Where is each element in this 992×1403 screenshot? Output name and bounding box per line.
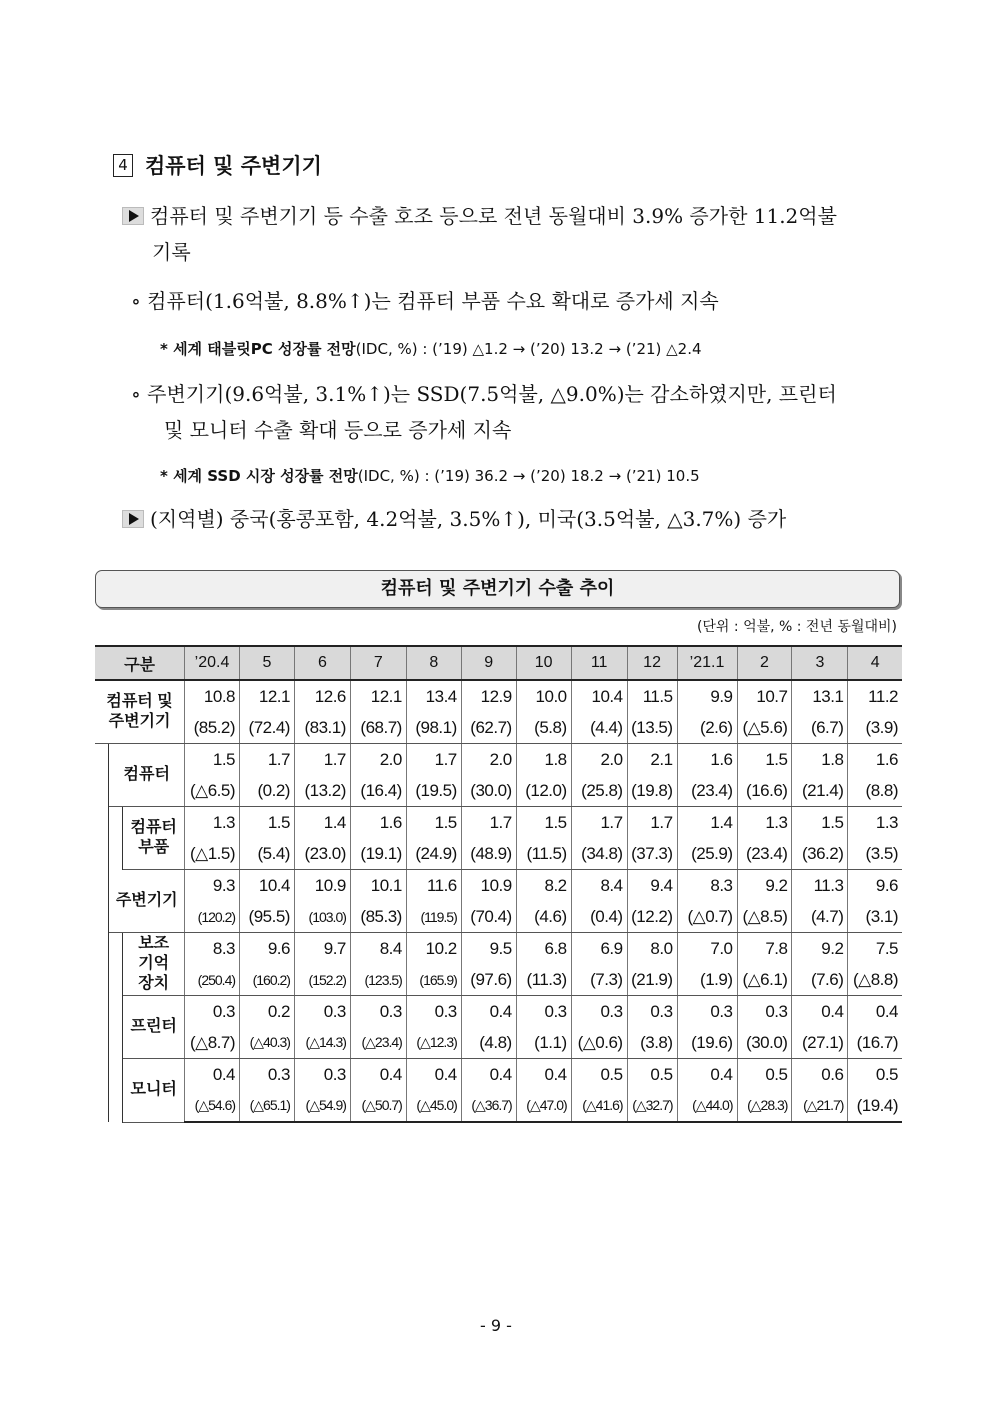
change-cell: (△28.3)	[737, 1090, 792, 1122]
change-cell: (4.7)	[792, 901, 848, 933]
value-cell: 11.5	[627, 680, 677, 712]
change-cell: (△47.0)	[516, 1090, 571, 1122]
value-cell: 10.2	[406, 933, 461, 965]
note-tablet-label: * 세계 태블릿PC 성장률 전망	[160, 340, 356, 358]
value-cell: 9.2	[737, 870, 792, 902]
change-cell: (△8.5)	[737, 901, 792, 933]
value-cell: 13.1	[792, 680, 848, 712]
value-cell: 1.5	[737, 744, 792, 776]
change-cell: (16.7)	[848, 1027, 902, 1059]
change-cell: (△6.5)	[185, 775, 240, 807]
note-ssd-values: (IDC, %) : (’19) 36.2 → (’20) 18.2 → (’21) 10.5	[357, 467, 700, 485]
value-cell: 1.7	[571, 807, 627, 839]
value-cell: 9.4	[627, 870, 677, 902]
change-cell: (97.6)	[461, 964, 516, 996]
value-cell: 1.4	[677, 807, 737, 839]
change-cell: (16.6)	[737, 775, 792, 807]
change-cell: (95.5)	[240, 901, 295, 933]
header-month: 5	[240, 646, 295, 680]
export-trend-table	[95, 645, 902, 1123]
change-cell: (160.2)	[240, 964, 295, 996]
row-label: 컴퓨터	[109, 744, 185, 807]
value-cell: 0.3	[737, 996, 792, 1028]
change-cell: (123.5)	[350, 964, 406, 996]
value-cell: 1.5	[516, 807, 571, 839]
change-cell: (62.7)	[461, 712, 516, 744]
sub-item-computer: ∘ 컴퓨터(1.6억불, 8.8%↑)는 컴퓨터 부품 수요 확대로 증가세 지속	[131, 289, 719, 313]
change-cell: (△14.3)	[294, 1027, 350, 1059]
change-cell: (△21.7)	[792, 1090, 848, 1122]
value-cell: 0.5	[627, 1059, 677, 1091]
section-heading	[113, 150, 322, 180]
bullet-1-text: 컴퓨터 및 주변기기 등 수출 호조 등으로 전년 동월대비 3.9% 증가한 11.2억불	[150, 204, 837, 228]
value-cell: 12.9	[461, 680, 516, 712]
change-cell: (34.8)	[571, 838, 627, 870]
change-cell: (△44.0)	[677, 1090, 737, 1122]
header-month: 7	[350, 646, 406, 680]
change-cell: (21.4)	[792, 775, 848, 807]
change-cell: (3.8)	[627, 1027, 677, 1059]
change-cell: (△54.9)	[294, 1090, 350, 1122]
value-cell: 0.3	[294, 1059, 350, 1091]
indent-spacer	[109, 807, 123, 870]
value-cell: 8.0	[627, 933, 677, 965]
change-cell: (1.9)	[677, 964, 737, 996]
change-cell: (△40.3)	[240, 1027, 295, 1059]
value-cell: 9.6	[240, 933, 295, 965]
change-cell: (11.5)	[516, 838, 571, 870]
value-cell: 0.3	[627, 996, 677, 1028]
bullet-1-continued: 기록	[152, 240, 191, 264]
change-cell: (12.2)	[627, 901, 677, 933]
change-cell: (1.1)	[516, 1027, 571, 1059]
change-cell: (103.0)	[294, 901, 350, 933]
value-cell: 1.7	[240, 744, 295, 776]
value-cell: 6.9	[571, 933, 627, 965]
note-tablet-values: (IDC, %) : (’19) △1.2 → (’20) 13.2 → (’21) △2.4	[355, 340, 702, 358]
change-cell: (4.6)	[516, 901, 571, 933]
value-cell: 0.3	[571, 996, 627, 1028]
value-cell: 12.1	[240, 680, 295, 712]
change-cell: (11.3)	[516, 964, 571, 996]
value-cell: 2.0	[461, 744, 516, 776]
row-label: 컴퓨터 부품	[123, 807, 185, 870]
change-cell: (25.9)	[677, 838, 737, 870]
change-cell: (5.4)	[240, 838, 295, 870]
change-cell: (△50.7)	[350, 1090, 406, 1122]
value-cell: 0.3	[516, 996, 571, 1028]
change-cell: (0.4)	[571, 901, 627, 933]
table-header-row	[95, 646, 902, 680]
value-cell: 8.2	[516, 870, 571, 902]
value-cell: 0.4	[677, 1059, 737, 1091]
bullet-arrow-icon	[122, 510, 144, 528]
value-cell: 0.3	[677, 996, 737, 1028]
change-cell: (13.5)	[627, 712, 677, 744]
bullet-2	[122, 501, 786, 537]
value-cell: 9.9	[677, 680, 737, 712]
change-cell: (120.2)	[185, 901, 240, 933]
change-cell: (△8.8)	[848, 964, 902, 996]
value-cell: 10.0	[516, 680, 571, 712]
bullet-2-text: (지역별) 중국(홍콩포함, 4.2억불, 3.5%↑), 미국(3.5억불, △3.7%) 증가	[150, 507, 787, 531]
table-row	[95, 996, 902, 1028]
change-cell: (24.9)	[406, 838, 461, 870]
value-cell: 12.6	[294, 680, 350, 712]
table-row-change	[95, 712, 902, 744]
indent-spacer	[109, 933, 123, 1123]
change-cell: (7.3)	[571, 964, 627, 996]
value-cell: 0.4	[185, 1059, 240, 1091]
value-cell: 2.0	[350, 744, 406, 776]
value-cell: 1.5	[240, 807, 295, 839]
header-month: 10	[516, 646, 571, 680]
row-label: 모니터	[123, 1059, 185, 1123]
row-label: 프린터	[123, 996, 185, 1059]
value-cell: 6.8	[516, 933, 571, 965]
value-cell: 1.7	[294, 744, 350, 776]
change-cell: (△5.6)	[737, 712, 792, 744]
header-month: 9	[461, 646, 516, 680]
change-cell: (3.9)	[848, 712, 902, 744]
value-cell: 9.7	[294, 933, 350, 965]
value-cell: 11.6	[406, 870, 461, 902]
value-cell: 0.3	[350, 996, 406, 1028]
change-cell: (△0.6)	[571, 1027, 627, 1059]
table-row-change	[95, 1027, 902, 1059]
bullet-arrow-icon	[122, 207, 144, 225]
value-cell: 11.3	[792, 870, 848, 902]
value-cell: 8.3	[677, 870, 737, 902]
change-cell: (3.1)	[848, 901, 902, 933]
change-cell: (19.6)	[677, 1027, 737, 1059]
header-month: 11	[571, 646, 627, 680]
change-cell: (36.2)	[792, 838, 848, 870]
table-row-change	[95, 1090, 902, 1122]
header-month: ’20.4	[185, 646, 240, 680]
change-cell: (12.0)	[516, 775, 571, 807]
change-cell: (21.9)	[627, 964, 677, 996]
change-cell: (△6.1)	[737, 964, 792, 996]
header-month: ’21.1	[677, 646, 737, 680]
value-cell: 8.4	[350, 933, 406, 965]
value-cell: 9.2	[792, 933, 848, 965]
change-cell: (3.5)	[848, 838, 902, 870]
change-cell: (250.4)	[185, 964, 240, 996]
header-month: 4	[848, 646, 902, 680]
row-label: 주변기기	[109, 870, 185, 933]
note-ssd-label: * 세계 SSD 시장 성장률 전망	[160, 467, 358, 485]
change-cell: (152.2)	[294, 964, 350, 996]
value-cell: 11.2	[848, 680, 902, 712]
value-cell: 0.3	[185, 996, 240, 1028]
change-cell: (8.8)	[848, 775, 902, 807]
change-cell: (70.4)	[461, 901, 516, 933]
change-cell: (△41.6)	[571, 1090, 627, 1122]
change-cell: (△32.7)	[627, 1090, 677, 1122]
change-cell: (25.8)	[571, 775, 627, 807]
row-label: 보조 기억 장치	[123, 933, 185, 996]
value-cell: 1.7	[406, 744, 461, 776]
value-cell: 0.4	[461, 1059, 516, 1091]
value-cell: 1.6	[677, 744, 737, 776]
value-cell: 0.3	[406, 996, 461, 1028]
change-cell: (165.9)	[406, 964, 461, 996]
change-cell: (68.7)	[350, 712, 406, 744]
value-cell: 10.1	[350, 870, 406, 902]
value-cell: 2.0	[571, 744, 627, 776]
change-cell: (98.1)	[406, 712, 461, 744]
change-cell: (30.0)	[737, 1027, 792, 1059]
value-cell: 9.5	[461, 933, 516, 965]
value-cell: 0.4	[848, 996, 902, 1028]
value-cell: 1.6	[848, 744, 902, 776]
value-cell: 1.6	[350, 807, 406, 839]
change-cell: (△65.1)	[240, 1090, 295, 1122]
value-cell: 8.4	[571, 870, 627, 902]
table-title: 컴퓨터 및 주변기기 수출 추이	[95, 570, 900, 608]
value-cell: 1.3	[185, 807, 240, 839]
value-cell: 1.3	[737, 807, 792, 839]
header-category: 구분	[95, 646, 185, 680]
header-month: 12	[627, 646, 677, 680]
note-tablet	[160, 338, 702, 359]
change-cell: (37.3)	[627, 838, 677, 870]
value-cell: 10.7	[737, 680, 792, 712]
value-cell: 0.5	[737, 1059, 792, 1091]
value-cell: 1.8	[516, 744, 571, 776]
change-cell: (△45.0)	[406, 1090, 461, 1122]
change-cell: (85.3)	[350, 901, 406, 933]
table-row-change	[95, 964, 902, 996]
note-ssd	[160, 465, 700, 486]
change-cell: (30.0)	[461, 775, 516, 807]
table-row	[95, 870, 902, 902]
value-cell: 7.0	[677, 933, 737, 965]
change-cell: (27.1)	[792, 1027, 848, 1059]
value-cell: 10.4	[571, 680, 627, 712]
header-month: 8	[406, 646, 461, 680]
value-cell: 0.5	[848, 1059, 902, 1091]
change-cell: (△23.4)	[350, 1027, 406, 1059]
change-cell: (6.7)	[792, 712, 848, 744]
table-row	[95, 680, 902, 712]
value-cell: 1.3	[848, 807, 902, 839]
change-cell: (△54.6)	[185, 1090, 240, 1122]
change-cell: (△1.5)	[185, 838, 240, 870]
value-cell: 1.4	[294, 807, 350, 839]
value-cell: 1.7	[627, 807, 677, 839]
table-row	[95, 1059, 902, 1091]
value-cell: 7.8	[737, 933, 792, 965]
value-cell: 9.6	[848, 870, 902, 902]
change-cell: (23.0)	[294, 838, 350, 870]
value-cell: 7.5	[848, 933, 902, 965]
change-cell: (△0.7)	[677, 901, 737, 933]
table-row-change	[95, 901, 902, 933]
value-cell: 0.4	[461, 996, 516, 1028]
value-cell: 0.3	[294, 996, 350, 1028]
row-label: 컴퓨터 및 주변기기	[95, 680, 185, 744]
value-cell: 1.5	[792, 807, 848, 839]
change-cell: (119.5)	[406, 901, 461, 933]
value-cell: 8.3	[185, 933, 240, 965]
change-cell: (△36.7)	[461, 1090, 516, 1122]
value-cell: 13.4	[406, 680, 461, 712]
table-row-change	[95, 775, 902, 807]
change-cell: (19.8)	[627, 775, 677, 807]
section-title: 컴퓨터 및 주변기기	[145, 154, 322, 178]
value-cell: 0.6	[792, 1059, 848, 1091]
value-cell: 1.7	[461, 807, 516, 839]
change-cell: (23.4)	[677, 775, 737, 807]
bullet-1	[122, 198, 837, 234]
change-cell: (2.6)	[677, 712, 737, 744]
value-cell: 0.5	[571, 1059, 627, 1091]
table-row	[95, 807, 902, 839]
value-cell: 0.3	[240, 1059, 295, 1091]
change-cell: (19.1)	[350, 838, 406, 870]
value-cell: 1.8	[792, 744, 848, 776]
value-cell: 0.4	[792, 996, 848, 1028]
change-cell: (7.6)	[792, 964, 848, 996]
change-cell: (23.4)	[737, 838, 792, 870]
value-cell: 12.1	[350, 680, 406, 712]
header-month: 6	[294, 646, 350, 680]
header-month: 3	[792, 646, 848, 680]
value-cell: 10.4	[240, 870, 295, 902]
table-unit: (단위 : 억불, % : 전년 동월대비)	[696, 619, 897, 635]
table-row-change	[95, 838, 902, 870]
change-cell: (5.8)	[516, 712, 571, 744]
value-cell: 1.5	[406, 807, 461, 839]
change-cell: (85.2)	[185, 712, 240, 744]
sub-item-peripheral-continued: 및 모니터 수출 확대 등으로 증가세 지속	[164, 418, 512, 442]
change-cell: (16.4)	[350, 775, 406, 807]
value-cell: 9.3	[185, 870, 240, 902]
sub-item-peripheral: ∘ 주변기기(9.6억불, 3.1%↑)는 SSD(7.5억불, △9.0%)는 감소하였지만, 프린터	[131, 382, 837, 406]
value-cell: 0.4	[406, 1059, 461, 1091]
value-cell: 2.1	[627, 744, 677, 776]
change-cell: (△8.7)	[185, 1027, 240, 1059]
change-cell: (0.2)	[240, 775, 295, 807]
value-cell: 1.5	[185, 744, 240, 776]
header-month: 2	[737, 646, 792, 680]
section-number-box: 4	[113, 154, 133, 177]
change-cell: (48.9)	[461, 838, 516, 870]
value-cell: 0.2	[240, 996, 295, 1028]
change-cell: (4.4)	[571, 712, 627, 744]
change-cell: (19.5)	[406, 775, 461, 807]
value-cell: 10.8	[185, 680, 240, 712]
change-cell: (72.4)	[240, 712, 295, 744]
change-cell: (13.2)	[294, 775, 350, 807]
value-cell: 0.4	[516, 1059, 571, 1091]
value-cell: 10.9	[294, 870, 350, 902]
change-cell: (4.8)	[461, 1027, 516, 1059]
indent-spacer	[95, 744, 109, 1123]
change-cell: (19.4)	[848, 1090, 902, 1122]
value-cell: 0.4	[350, 1059, 406, 1091]
page-number: - 9 -	[480, 1316, 512, 1335]
value-cell: 10.9	[461, 870, 516, 902]
table-row	[95, 744, 902, 776]
table-row	[95, 933, 902, 965]
change-cell: (83.1)	[294, 712, 350, 744]
change-cell: (△12.3)	[406, 1027, 461, 1059]
